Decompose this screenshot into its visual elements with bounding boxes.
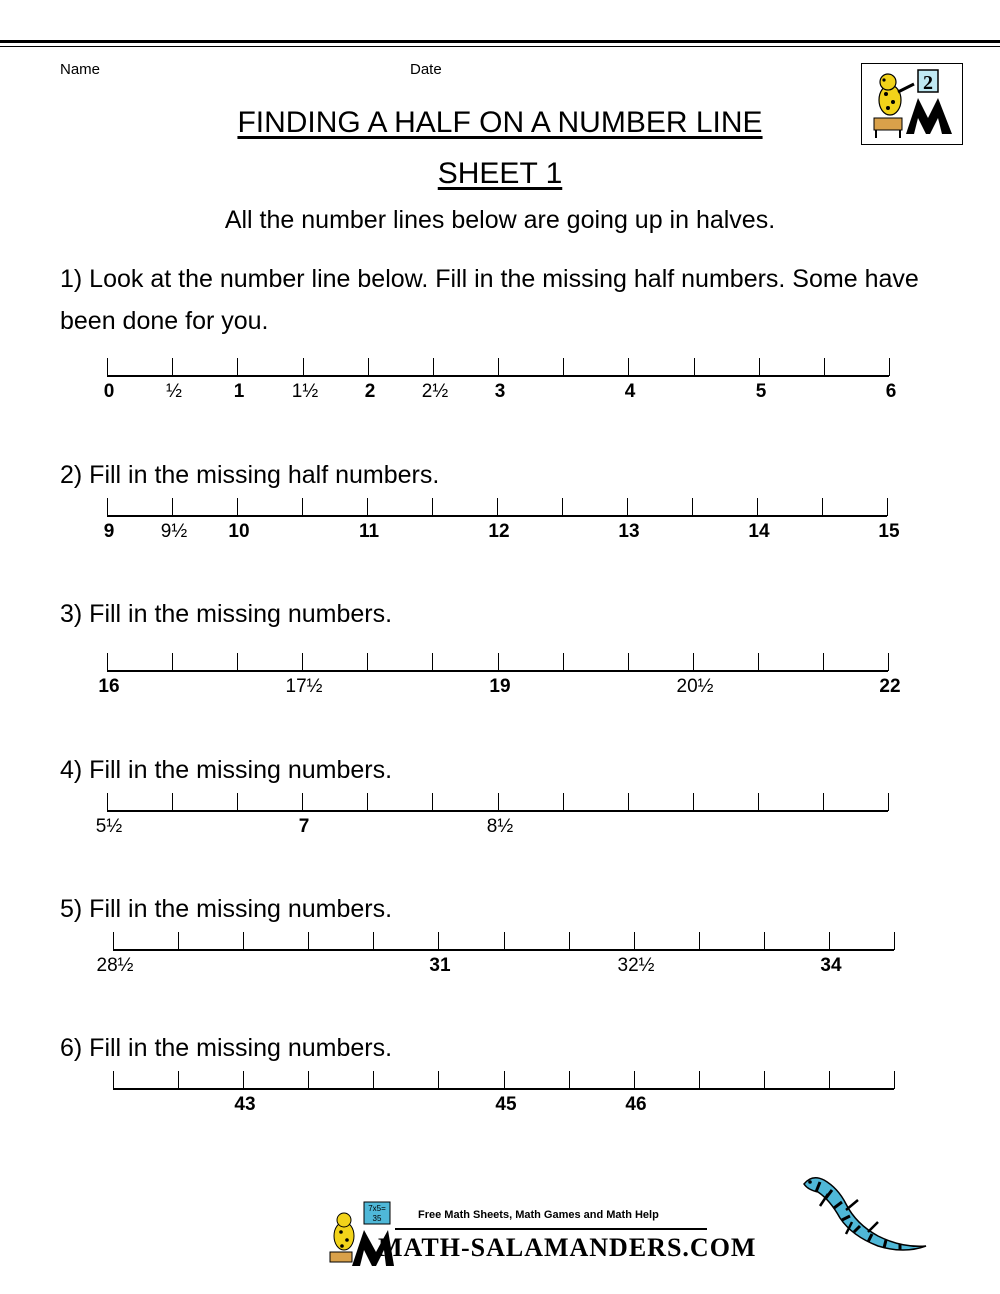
- date-label: Date: [410, 61, 442, 78]
- number-line-label: 2½: [421, 381, 449, 402]
- number-line-label: 3: [494, 381, 506, 402]
- number-line-label: 22: [879, 676, 901, 697]
- tick-mark: [887, 498, 888, 516]
- name-label: Name: [60, 61, 101, 78]
- number-line-label: 1½: [291, 381, 319, 402]
- tick-mark: [894, 1071, 895, 1089]
- number-line-label: 7: [298, 816, 310, 837]
- question-5-text: 5) Fill in the missing numbers.: [60, 895, 393, 923]
- tick-mark: [243, 932, 244, 950]
- tick-mark: [627, 498, 628, 516]
- tick-mark: [367, 653, 368, 671]
- tick-mark: [302, 498, 303, 516]
- tick-mark: [113, 932, 114, 950]
- tick-mark: [758, 653, 759, 671]
- footer-rule: [395, 1228, 707, 1230]
- question-1-text: 1) Look at the number line below. Fill in the missing half numbers. Some have been done for you.: [60, 265, 919, 335]
- tick-mark: [172, 793, 173, 811]
- tick-mark: [432, 793, 433, 811]
- tick-mark: [829, 932, 830, 950]
- tick-mark: [693, 653, 694, 671]
- footer-tagline: Free Math Sheets, Math Games and Math Help: [418, 1209, 659, 1221]
- tick-mark: [373, 1071, 374, 1089]
- number-line-label: 17½: [285, 676, 323, 697]
- tick-mark: [563, 653, 564, 671]
- number-line-label: 28½: [96, 955, 134, 976]
- number-line-label: 4: [624, 381, 636, 402]
- number-line-label: 45: [495, 1094, 517, 1115]
- tick-mark: [498, 653, 499, 671]
- tick-mark: [373, 932, 374, 950]
- tick-mark: [888, 793, 889, 811]
- question-2-text: 2) Fill in the missing half numbers.: [60, 461, 440, 489]
- tick-mark: [829, 1071, 830, 1089]
- tick-mark: [758, 793, 759, 811]
- page-title: FINDING A HALF ON A NUMBER LINE: [237, 106, 763, 139]
- number-line-label: 2: [364, 381, 376, 402]
- tick-mark: [764, 932, 765, 950]
- tick-mark: [569, 1071, 570, 1089]
- tick-mark: [757, 498, 758, 516]
- tick-mark: [237, 498, 238, 516]
- number-line-label: 0: [103, 381, 115, 402]
- number-line-label: 11: [358, 521, 380, 542]
- tick-mark: [308, 1071, 309, 1089]
- tick-mark: [634, 932, 635, 950]
- tick-mark: [308, 932, 309, 950]
- tick-mark: [699, 932, 700, 950]
- tick-mark: [628, 653, 629, 671]
- question-3-text: 3) Fill in the missing numbers.: [60, 600, 393, 628]
- tick-mark: [367, 498, 368, 516]
- number-line-label: 15: [878, 521, 900, 542]
- tick-mark: [504, 1071, 505, 1089]
- tick-mark: [889, 358, 890, 376]
- number-line-label: 10: [228, 521, 250, 542]
- tick-mark: [237, 653, 238, 671]
- tick-mark: [302, 653, 303, 671]
- tick-mark: [172, 498, 173, 516]
- tick-mark: [764, 1071, 765, 1089]
- tick-mark: [433, 358, 434, 376]
- tick-mark: [178, 932, 179, 950]
- number-line-label: 46: [625, 1094, 647, 1115]
- tick-mark: [498, 358, 499, 376]
- number-line-label: 43: [234, 1094, 256, 1115]
- number-line-label: 8½: [486, 816, 514, 837]
- tick-mark: [634, 1071, 635, 1089]
- number-line-label: 12: [488, 521, 510, 542]
- number-line-label: 34: [820, 955, 842, 976]
- number-line-label: 31: [429, 955, 451, 976]
- tick-mark: [759, 358, 760, 376]
- tick-mark: [498, 793, 499, 811]
- tick-mark: [432, 498, 433, 516]
- tick-mark: [563, 358, 564, 376]
- tick-mark: [368, 358, 369, 376]
- tick-mark: [172, 653, 173, 671]
- number-line-label: 32½: [617, 955, 655, 976]
- page-subtitle: SHEET 1: [437, 157, 563, 190]
- tick-mark: [628, 358, 629, 376]
- svg-text:7x5=: 7x5=: [368, 1204, 386, 1213]
- tick-mark: [113, 1071, 114, 1089]
- question-6-text: 6) Fill in the missing numbers.: [60, 1034, 393, 1062]
- tick-mark: [107, 793, 108, 811]
- svg-text:35: 35: [372, 1214, 382, 1223]
- tick-mark: [823, 653, 824, 671]
- top-rule: [0, 40, 1000, 43]
- tick-mark: [178, 1071, 179, 1089]
- tick-mark: [894, 932, 895, 950]
- tick-mark: [692, 498, 693, 516]
- tick-mark: [694, 358, 695, 376]
- tick-mark: [693, 793, 694, 811]
- footer-brand: MATH-SALAMANDERS.COM: [378, 1233, 757, 1262]
- tick-mark: [107, 498, 108, 516]
- salamander-icon: [798, 1170, 933, 1260]
- number-line-label: 5: [755, 381, 767, 402]
- tick-mark: [628, 793, 629, 811]
- tick-mark: [438, 1071, 439, 1089]
- number-line-label: 20½: [676, 676, 714, 697]
- tick-mark: [432, 653, 433, 671]
- tick-mark: [888, 653, 889, 671]
- tick-mark: [562, 498, 563, 516]
- tick-mark: [563, 793, 564, 811]
- number-line-label: 13: [618, 521, 640, 542]
- tick-mark: [504, 932, 505, 950]
- number-line-label: 1: [233, 381, 245, 402]
- tick-mark: [699, 1071, 700, 1089]
- number-line-label: 16: [98, 676, 120, 697]
- tick-mark: [303, 358, 304, 376]
- tick-mark: [107, 653, 108, 671]
- svg-text:2: 2: [923, 72, 933, 94]
- number-line-label: 9½: [160, 521, 188, 542]
- tick-mark: [302, 793, 303, 811]
- tick-mark: [237, 793, 238, 811]
- number-line-label: 6: [885, 381, 897, 402]
- tick-mark: [107, 358, 108, 376]
- number-line-label: 19: [489, 676, 511, 697]
- tick-mark: [172, 358, 173, 376]
- tick-mark: [824, 358, 825, 376]
- tick-mark: [569, 932, 570, 950]
- tick-mark: [243, 1071, 244, 1089]
- tick-mark: [823, 793, 824, 811]
- instructions: All the number lines below are going up in halves.: [224, 206, 776, 234]
- tick-mark: [237, 358, 238, 376]
- tick-mark: [438, 932, 439, 950]
- tick-mark: [497, 498, 498, 516]
- tick-mark: [822, 498, 823, 516]
- number-line-label: 9: [103, 521, 115, 542]
- question-4-text: 4) Fill in the missing numbers.: [60, 756, 393, 784]
- tick-mark: [367, 793, 368, 811]
- top-rule-thin: [0, 46, 1000, 47]
- number-line-label: 14: [748, 521, 770, 542]
- number-line-label: 5½: [95, 816, 123, 837]
- number-line-label: ½: [166, 381, 182, 402]
